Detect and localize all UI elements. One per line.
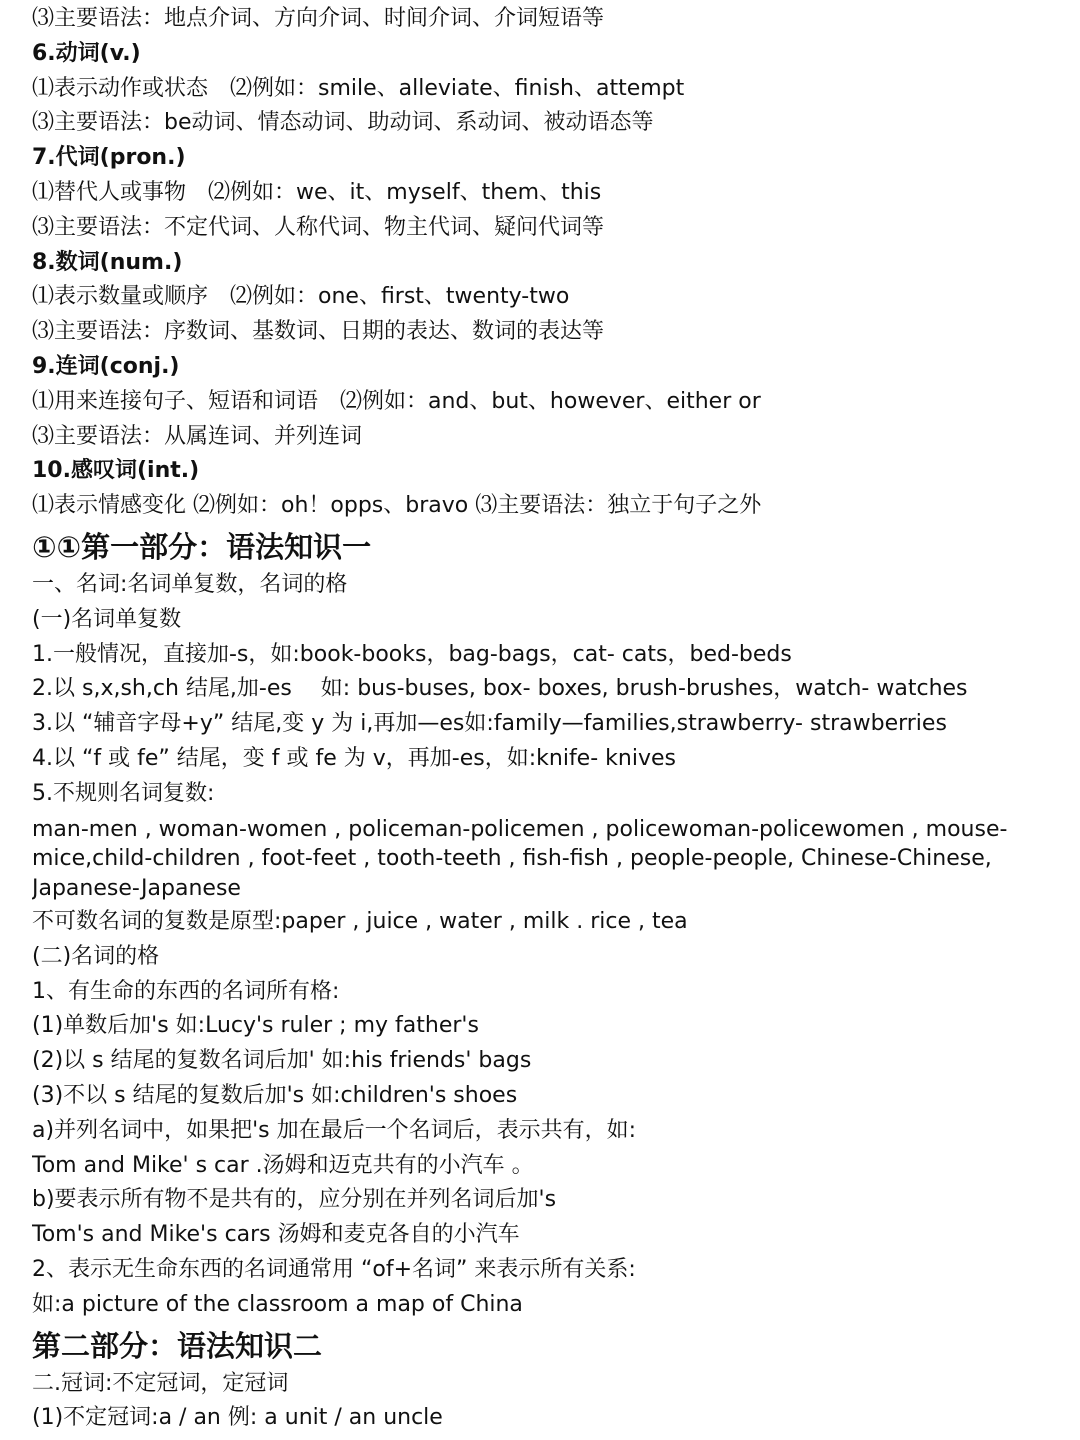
irregular-plurals-paragraph: man-men , woman-women , policeman-policemen , policewoman-policewomen , mouse-mice,child-children , foot-feet , tooth-teeth , fish-fish , people-people, Chinese-Chinese, Japanese-Japanese — [32, 816, 1008, 901]
text-line: Tom's and Mike's cars 汤姆和麦克各自的小汽车 — [32, 1222, 520, 1248]
text-line: ⑴替代人或事物 ⑵例如：we、it、myself、them、this — [32, 179, 602, 205]
section-heading: 9.连词(conj.) — [32, 353, 180, 379]
text-line: ⑶主要语法：be动词、情态动词、助动词、系动词、被动语态等 — [32, 110, 654, 136]
text-line: (二)名词的格 — [32, 943, 160, 969]
section-heading: 7.代词(pron.) — [32, 145, 186, 171]
text-line: 5.不规则名词复数: — [32, 780, 215, 806]
text-line: ⑴表示情感变化 ⑵例如：oh！opps、bravo ⑶主要语法：独立于句子之外 — [32, 493, 762, 519]
section-heading: 8.数词(num.) — [32, 249, 183, 275]
text-line: (1)单数后加's 如:Lucy's ruler ; my father's — [32, 1013, 479, 1039]
text-line: ⑶主要语法：不定代词、人称代词、物主代词、疑问代词等 — [32, 214, 605, 240]
text-line: (3)不以 s 结尾的复数后加's 如:children's shoes — [32, 1083, 518, 1109]
text-line: Tom and Mike' s car .汤姆和迈克共有的小汽车 。 — [32, 1152, 534, 1178]
section-heading: 6.动词(v.) — [32, 40, 141, 66]
text-line: 二.冠词:不定冠词，定冠词 — [32, 1370, 289, 1396]
text-line: 如:a picture of the classroom a map of China — [32, 1291, 523, 1317]
part-title: 第二部分：语法知识二 — [32, 1328, 323, 1363]
text-line: (2)以 s 结尾的复数名词后加' 如:his friends' bags — [32, 1048, 532, 1074]
text-line: ⑴表示数量或顺序 ⑵例如：one、first、twenty-two — [32, 284, 570, 310]
text-line: 2.以 s,x,sh,ch 结尾,加-es 如: bus-buses, box- boxes, brush-brushes，watch- watches — [32, 676, 968, 702]
text-line: ⑶主要语法：从属连词、并列连词 — [32, 423, 363, 449]
text-line: ⑶主要语法：地点介词、方向介词、时间介词、介词短语等 — [32, 6, 605, 31]
section-heading: 10.感叹词(int.) — [32, 458, 200, 484]
text-line: 一、名词:名词单复数，名词的格 — [32, 571, 348, 597]
text-line: 1.一般情况，直接加-s，如:book-books，bag-bags，cat- cats，bed-beds — [32, 641, 792, 667]
text-line: b)要表示所有物不是共有的，应分别在并列名词后加's — [32, 1187, 557, 1213]
text-line: (1)不定冠词:a / an 例: a unit / an uncle — [32, 1405, 443, 1431]
text-line: (一)名词单复数 — [32, 606, 182, 632]
text-line: 3.以 “辅音字母+y” 结尾,变 y 为 i,再加—es如:family—families,strawberry- strawberries — [32, 711, 947, 737]
text-line: 2、表示无生命东西的名词通常用 “of+名词” 来表示所有关系: — [32, 1257, 636, 1282]
part-title: ①①第一部分：语法知识一 — [32, 529, 372, 564]
text-line: a)并列名词中，如果把's 加在最后一个名词后，表示共有，如: — [32, 1117, 636, 1143]
text-line: 不可数名词的复数是原型:paper , juice , water , milk . rice , tea — [32, 909, 688, 935]
text-line: 1、有生命的东西的名词所有格: — [32, 978, 340, 1004]
text-line: ⑶主要语法：序数词、基数词、日期的表达、数词的表达等 — [32, 319, 605, 345]
text-line: ⑴用来连接句子、短语和词语 ⑵例如：and、but、however、either or — [32, 388, 761, 414]
text-line: ⑴表示动作或状态 ⑵例如：smile、alleviate、finish、attempt — [32, 75, 685, 101]
text-line: 4.以 “f 或 fe” 结尾，变 f 或 fe 为 v，再加-es，如:knife- knives — [32, 745, 676, 771]
